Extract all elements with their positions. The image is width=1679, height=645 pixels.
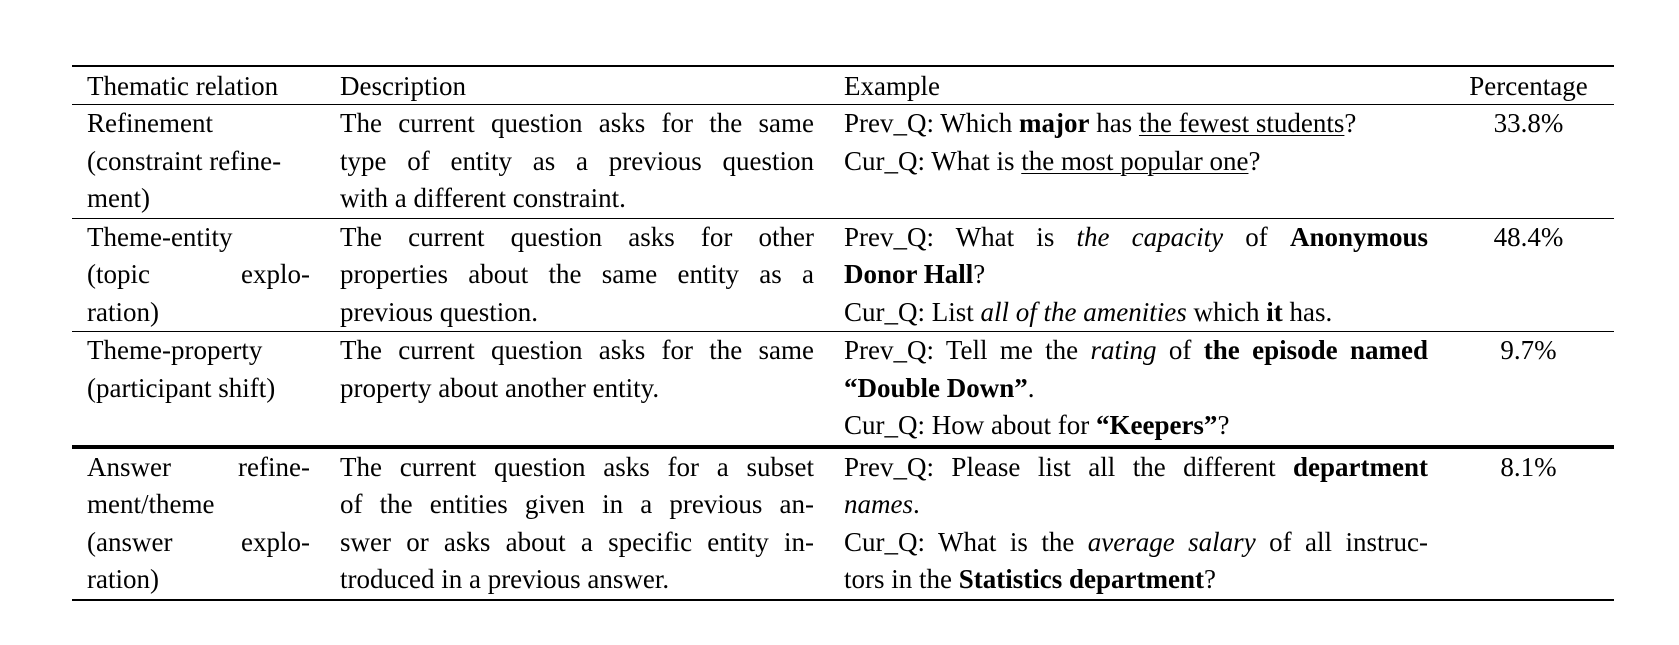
description-line: troduced in a previous answer.	[340, 564, 670, 594]
description-line: The current question asks for other	[340, 221, 814, 252]
relation-line: ment/theme	[87, 489, 215, 519]
example-bold-text: “Keepers”	[1095, 410, 1218, 440]
example-text: Prev_Q: Please list all the different	[844, 451, 1294, 482]
example-text: ?	[1203, 564, 1216, 594]
relation-cell	[72, 105, 325, 219]
example-text: has.	[1282, 296, 1333, 327]
example-underlined-text: the most popular one	[1021, 145, 1249, 176]
example-prev-question-cont	[844, 256, 1428, 294]
example-bold-text: major	[1018, 108, 1090, 138]
example-bold-text: the episode named	[1203, 335, 1428, 365]
relation-line: (constraint refine-	[87, 145, 282, 176]
header-thematic-relation: Thematic relation	[87, 71, 279, 101]
relation-line: Theme-property	[87, 335, 263, 365]
example-prev-question	[844, 332, 1428, 370]
example-text: of	[1156, 335, 1204, 365]
description-cell	[325, 218, 829, 332]
relation-line: (participant shift)	[87, 372, 276, 403]
example-cell	[829, 447, 1443, 600]
example-cur-question	[844, 524, 1428, 562]
example-prev-question	[844, 219, 1428, 257]
example-italic-text: average salary	[1087, 526, 1256, 557]
example-underlined-text: the fewest students	[1138, 108, 1345, 138]
description-line: The current question asks for the same	[340, 335, 814, 365]
example-prev-question-cont	[844, 370, 1428, 408]
description-line: property about another entity.	[340, 372, 660, 403]
relation-line: ment)	[87, 183, 150, 213]
example-italic-text: rating	[1090, 335, 1157, 365]
description-line: The current question asks for the same	[340, 108, 814, 138]
example-italic-text: names	[844, 489, 913, 519]
example-cur-question-cont	[844, 561, 1428, 599]
example-prev-question-cont	[844, 486, 1428, 524]
percentage-cell: 8.1%	[1500, 451, 1557, 482]
relation-line: ration)	[87, 564, 159, 594]
example-text: .	[1027, 372, 1035, 403]
example-text: Cur_Q: List	[844, 296, 981, 327]
example-prev-question	[844, 449, 1428, 487]
example-bold-text: “Double Down”	[844, 372, 1028, 403]
example-text: ?	[1217, 410, 1230, 440]
example-text: of all instruc-	[1255, 526, 1428, 557]
example-text: Prev_Q: Which	[844, 108, 1019, 138]
example-prev-question	[844, 105, 1428, 143]
example-cell	[829, 332, 1443, 447]
example-text: ?	[1344, 108, 1357, 138]
percentage-cell: 9.7%	[1500, 335, 1557, 365]
example-text: Prev_Q: Tell me the	[844, 335, 1091, 365]
relation-line: (answer explo-	[87, 526, 310, 557]
example-bold-text: Donor Hall	[844, 259, 974, 289]
example-cell	[829, 218, 1443, 332]
description-cell	[325, 447, 829, 600]
example-text: .	[913, 489, 920, 519]
description-cell	[325, 105, 829, 219]
example-cur-question	[844, 143, 1428, 181]
example-text: of	[1223, 221, 1290, 252]
example-cell	[829, 105, 1443, 219]
header-percentage: Percentage	[1469, 71, 1588, 101]
thematic-relations-table	[72, 65, 1614, 601]
table-row-theme-entity	[72, 218, 1614, 332]
table-row-answer-refinement	[72, 447, 1614, 600]
example-text: Cur_Q: What is the	[844, 526, 1088, 557]
description-line: with a different constraint.	[340, 183, 626, 213]
relation-line: (topic explo-	[87, 259, 310, 289]
example-text: ?	[1248, 145, 1261, 176]
description-line: swer or asks about a specific entity in-	[340, 526, 814, 557]
example-cur-question	[844, 407, 1428, 445]
relation-cell	[72, 447, 325, 600]
example-text: Cur_Q: What is	[844, 145, 1022, 176]
description-line: properties about the same entity as a	[340, 259, 814, 289]
table-row-refinement	[72, 105, 1614, 219]
relation-cell	[72, 332, 325, 447]
example-text: tors in the	[844, 564, 959, 594]
relation-line: Answer refine-	[87, 451, 310, 482]
example-italic-text: all of the amenities	[980, 296, 1187, 327]
relation-cell	[72, 218, 325, 332]
example-bold-text: Anonymous	[1289, 221, 1428, 252]
description-line: The current question asks for a subset	[340, 451, 814, 482]
example-bold-text: Statistics department	[958, 564, 1204, 594]
table-row-theme-property	[72, 332, 1614, 447]
relation-line: Theme-entity	[87, 221, 233, 252]
thematic-relations-table-container	[72, 65, 1614, 601]
example-bold-text: department	[1293, 451, 1428, 482]
example-text: which	[1186, 296, 1267, 327]
description-line: type of entity as a previous question	[340, 145, 814, 176]
example-text: has	[1089, 108, 1139, 138]
example-italic-text: the capacity	[1076, 221, 1224, 252]
header-example: Example	[844, 71, 940, 101]
example-text: Prev_Q: What is	[844, 221, 1077, 252]
example-cur-question	[844, 294, 1428, 332]
description-line: previous question.	[340, 296, 538, 327]
description-line: of the entities given in a previous an-	[340, 489, 814, 519]
percentage-cell: 48.4%	[1493, 221, 1564, 252]
example-text: Cur_Q: How about for	[844, 410, 1096, 440]
description-cell	[325, 332, 829, 447]
example-text: ?	[973, 259, 986, 289]
relation-line: ration)	[87, 296, 159, 327]
percentage-cell: 33.8%	[1493, 108, 1564, 138]
example-bold-text: it	[1266, 296, 1283, 327]
relation-line: Refinement	[87, 108, 213, 138]
header-description: Description	[340, 71, 466, 101]
table-header-row	[72, 66, 1614, 105]
